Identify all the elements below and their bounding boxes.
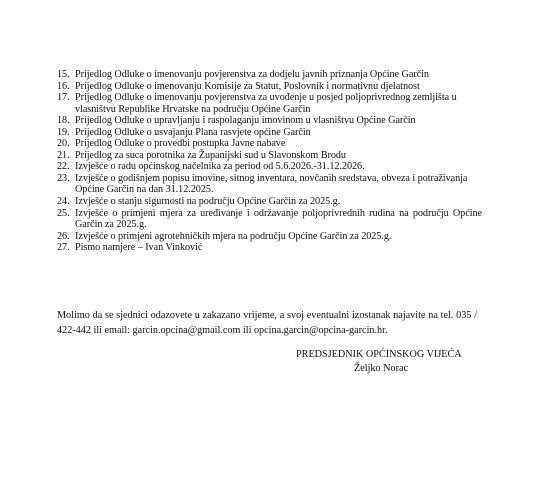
- agenda-item-text: Izvješće o godišnjem popisu imovine, sitnog inventara, novčanih sredstava, obveza i potraživanja Općine Garčin na dan 31.12.2025.: [75, 172, 468, 196]
- agenda-item: [57, 242, 482, 254]
- agenda-item-number: 17.: [57, 92, 70, 104]
- agenda-item-number: 25.: [57, 207, 70, 219]
- agenda-item-text: Prijedlog Odluke o usvajanju Plana rasvjete općine Garčin: [75, 126, 311, 138]
- agenda-item: [57, 196, 482, 208]
- agenda-item-text: Izvješće o radu općinskog načelnika za period od 5.6.2026.-31.12.2026.: [75, 161, 365, 173]
- agenda-item-text: Prijedlog Odluke o upravljanju i raspolaganju imovinom u vlasništvu Općine Garčin: [75, 115, 416, 127]
- closing-paragraph: Molimo da se sjednici odazovete u zakazano vrijeme, a svoj eventualni izostanak najavite na tel. 035 / 422-442 ili email: garcin.opcina@gmail.com ili opcina.garcin@opcina-garcin.hr.: [57, 310, 477, 337]
- agenda-list: [57, 69, 482, 254]
- agenda-item-text: Prijedlog Odluke o imenovanju povjerenstva za dodjelu javnih priznanja Općine Garčin: [75, 69, 429, 80]
- signature-name: Željko Norac: [354, 363, 409, 374]
- agenda-item-text: Izvješće o primjeni mjera za uređivanje i održavanje poljoprivrednih rudina na području Općine Garčin za 2025.g.: [75, 207, 482, 231]
- agenda-item-number: 16.: [57, 80, 70, 92]
- agenda-item-text: Prijedlog Odluke o provedbi postupka Javne nabave: [75, 138, 286, 150]
- agenda-item-number: 18.: [57, 115, 70, 127]
- agenda-item: [57, 115, 482, 127]
- agenda-item: [57, 138, 482, 150]
- agenda-item: [57, 81, 482, 93]
- agenda-item-text: Prijedlog Odluke o imenovanju Komisije za Statut, Poslovnik i normativnu djelatnost: [75, 80, 420, 92]
- agenda-item-number: 22.: [57, 161, 70, 173]
- agenda-item-text: Izvješće o primjeni agrotehničkih mjera na području Općine Garčin za 2025.g.: [75, 230, 392, 242]
- agenda-item: [57, 150, 482, 162]
- agenda-item-number: 19.: [57, 126, 70, 138]
- signature-title: PREDSJEDNIK OPĆINSKOG VIJEĆA: [296, 349, 462, 360]
- agenda-item-number: 26.: [57, 230, 70, 242]
- agenda-item: [57, 208, 482, 231]
- agenda-item-number: 21.: [57, 149, 70, 161]
- agenda-item: [57, 69, 482, 81]
- agenda-item: [57, 231, 482, 243]
- agenda-item: [57, 92, 482, 115]
- agenda-item-text: Prijedlog za suca porotnika za Županijski sud u Slavonskom Brodu: [75, 149, 346, 161]
- agenda-item-text: Izvješće o stanju sigurnosti na području Općine Garčin za 2025.g.: [75, 196, 341, 208]
- agenda-item: [57, 161, 482, 173]
- agenda-item-number: 27.: [57, 242, 70, 254]
- agenda-item-text: Pismo namjere – Ivan Vinković: [75, 242, 203, 254]
- agenda-item: [57, 127, 482, 139]
- agenda-item-number: 24.: [57, 196, 70, 208]
- agenda-item: [57, 173, 482, 196]
- agenda-item-number: 20.: [57, 138, 70, 150]
- signature-block: [296, 348, 462, 376]
- agenda-item-number: 23.: [57, 172, 70, 184]
- agenda-item-text: Prijedlog Odluke o imenovanju povjerenstva za uvođenje u posjed poljoprivrednog zemljišta u vlasništvu Republike Hrvatske na području Općine Garčin: [75, 92, 457, 115]
- agenda-item-number: 15.: [57, 69, 70, 80]
